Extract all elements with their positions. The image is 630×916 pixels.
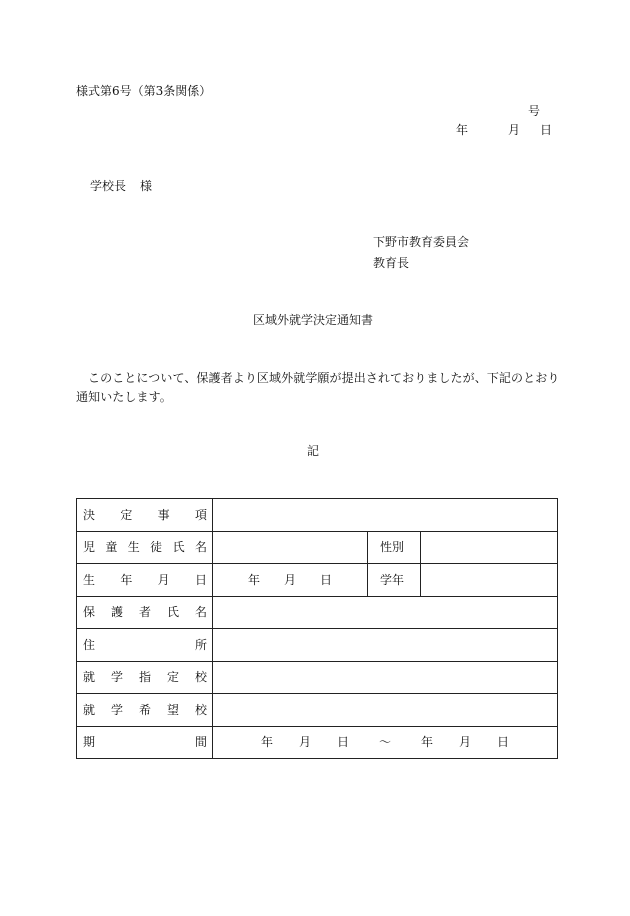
body-text: このことについて、保護者より区域外就学願が提出されておりましたが、下記のとおり通知いたします。 bbox=[76, 371, 560, 404]
student-name-value[interactable] bbox=[213, 531, 368, 564]
label-char: 間 bbox=[194, 735, 207, 750]
designated-school-value[interactable] bbox=[213, 661, 558, 694]
label-char: 所 bbox=[194, 637, 207, 652]
address-value[interactable] bbox=[213, 629, 558, 662]
label-char: 学 bbox=[110, 702, 123, 717]
birth-day: 日 bbox=[320, 572, 333, 587]
row-label-decision bbox=[77, 499, 213, 532]
label-char: 生 bbox=[127, 540, 140, 555]
label-char: 年 bbox=[120, 572, 133, 587]
issue-date bbox=[456, 124, 552, 136]
decision-table bbox=[76, 498, 558, 759]
label-char: 氏 bbox=[166, 605, 179, 620]
issue-date-year: 年 bbox=[456, 123, 469, 137]
label-char: 護 bbox=[110, 605, 123, 620]
table-row bbox=[77, 531, 558, 564]
row-label-period bbox=[77, 726, 213, 759]
issue-date-month: 月 bbox=[508, 123, 521, 137]
document-title: 区域外就学決定通知書 bbox=[253, 313, 374, 327]
grade-value[interactable] bbox=[421, 564, 558, 597]
period-end-day: 日 bbox=[497, 735, 510, 750]
label-char: 項 bbox=[194, 507, 207, 522]
label-char: 童 bbox=[105, 540, 118, 555]
label-char: 月 bbox=[157, 572, 170, 587]
row-label-student-name bbox=[77, 531, 213, 564]
label-char: 生 bbox=[83, 572, 96, 587]
period-start-day: 日 bbox=[336, 735, 349, 750]
period-value[interactable] bbox=[213, 726, 558, 759]
addressee-title: 学校長 bbox=[90, 179, 127, 193]
table-row bbox=[77, 629, 558, 662]
gender-value[interactable] bbox=[421, 531, 558, 564]
birth-month: 月 bbox=[283, 572, 296, 587]
label-char: 決 bbox=[83, 507, 96, 522]
period-start-month: 月 bbox=[298, 735, 311, 750]
period-end-year: 年 bbox=[421, 735, 434, 750]
label-char: 希 bbox=[138, 702, 151, 717]
label-char: 期 bbox=[83, 735, 96, 750]
table-row bbox=[77, 694, 558, 727]
issue-date-day: 日 bbox=[540, 123, 553, 137]
period-tilde: ～ bbox=[379, 735, 392, 750]
birthdate-value[interactable] bbox=[213, 564, 368, 597]
label-char: 指 bbox=[138, 670, 151, 685]
row-label-address bbox=[77, 629, 213, 662]
addressee bbox=[90, 180, 152, 192]
addressee-honorific: 様 bbox=[140, 179, 153, 193]
label-char: 就 bbox=[83, 702, 96, 717]
gender-label: 性別 bbox=[368, 531, 421, 564]
row-label-guardian-name bbox=[77, 596, 213, 629]
table-row bbox=[77, 596, 558, 629]
label-char: 名 bbox=[194, 540, 207, 555]
label-char: 氏 bbox=[172, 540, 185, 555]
label-char: 校 bbox=[194, 670, 207, 685]
row-label-birthdate bbox=[77, 564, 213, 597]
form-number: 様式第6号（第3条関係） bbox=[76, 84, 212, 98]
table-row bbox=[77, 564, 558, 597]
label-char: 保 bbox=[83, 605, 96, 620]
table-row bbox=[77, 726, 558, 759]
row-label-designated-school bbox=[77, 661, 213, 694]
label-char: 就 bbox=[83, 670, 96, 685]
label-char: 児 bbox=[83, 540, 96, 555]
table-row bbox=[77, 661, 558, 694]
label-char: 定 bbox=[166, 670, 179, 685]
label-char: 徒 bbox=[150, 540, 163, 555]
row-label-desired-school bbox=[77, 694, 213, 727]
label-char: 望 bbox=[166, 702, 179, 717]
period-start-year: 年 bbox=[260, 735, 273, 750]
label-char: 事 bbox=[157, 507, 170, 522]
desired-school-value[interactable] bbox=[213, 694, 558, 727]
birth-year: 年 bbox=[247, 572, 260, 587]
document-number-mark: 号 bbox=[528, 104, 541, 118]
table-row bbox=[77, 499, 558, 532]
label-char: 学 bbox=[110, 670, 123, 685]
guardian-name-value[interactable] bbox=[213, 596, 558, 629]
label-char: 住 bbox=[83, 637, 96, 652]
sender-title: 教育長 bbox=[373, 256, 410, 270]
label-char: 定 bbox=[120, 507, 133, 522]
period-end-month: 月 bbox=[459, 735, 472, 750]
sender-organization: 下野市教育委員会 bbox=[373, 235, 470, 249]
label-char: 名 bbox=[194, 605, 207, 620]
label-char: 者 bbox=[138, 605, 151, 620]
label-char: 日 bbox=[194, 572, 207, 587]
grade-label: 学年 bbox=[368, 564, 421, 597]
label-char: 校 bbox=[194, 702, 207, 717]
decision-value[interactable] bbox=[213, 499, 558, 532]
ki-heading: 記 bbox=[307, 444, 320, 458]
